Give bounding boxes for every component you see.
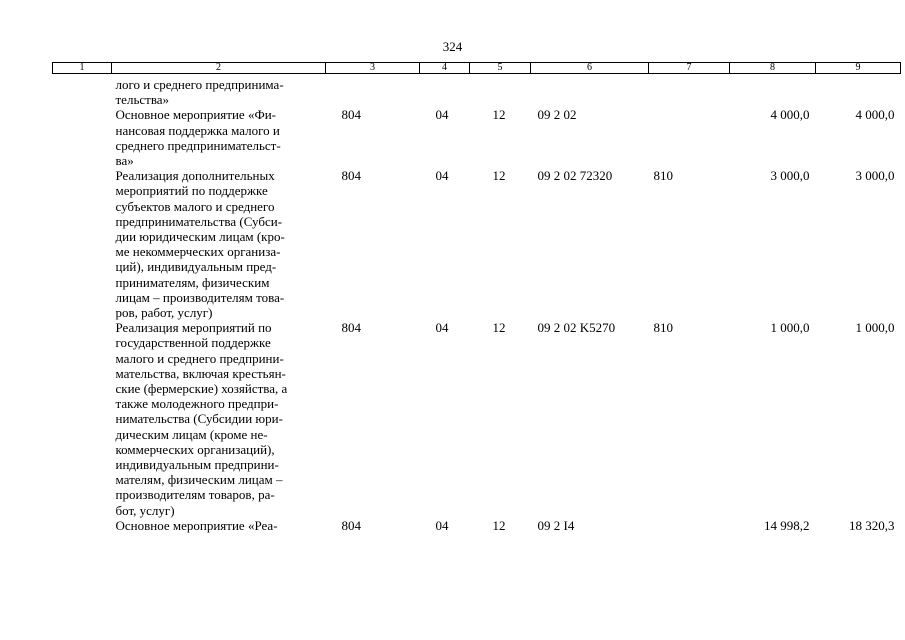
table-row — [53, 107, 901, 168]
text-line: Реализация мероприятий по — [115, 320, 272, 336]
subsection-code-cell: 12 — [492, 107, 506, 123]
department-code-cell: 804 — [341, 107, 361, 123]
amount-year1-cell: 14 998,2 — [764, 517, 810, 533]
text-line: также молодежного предпри- — [115, 396, 279, 412]
table-row — [53, 320, 901, 518]
item-name-cell — [112, 107, 326, 168]
text-line: бот, услуг) — [115, 502, 175, 518]
header-cell-5: 5 — [470, 63, 531, 74]
text-line: тельства» — [115, 92, 170, 108]
text-line: ме некоммерческих организа- — [115, 244, 281, 260]
text-line: индивидуальным предприни- — [115, 457, 279, 473]
expense-type-cell: 810 — [653, 168, 673, 184]
expense-type-cell — [649, 518, 730, 533]
department-code-cell: 804 — [341, 320, 361, 336]
amount-year2-cell: 4 000,0 — [855, 107, 895, 123]
text-line: дическим лицам (кроме не- — [115, 426, 268, 442]
expense-type-cell: 810 — [653, 320, 673, 336]
item-name-cell — [112, 168, 326, 320]
text-line: мателям, физическим лицам – — [115, 472, 283, 488]
text-line: ва» — [115, 153, 134, 169]
continuation-text — [112, 74, 326, 108]
col1-cell — [53, 320, 112, 518]
text-line: нансовая поддержка малого и — [115, 122, 280, 138]
amount-year1-cell: 1 000,0 — [770, 320, 810, 336]
budget-table — [52, 62, 901, 533]
subsection-code-cell: 12 — [492, 168, 506, 184]
text-line: Реализация дополнительных — [115, 168, 275, 184]
target-article-cell: 09 2 I4 — [537, 517, 575, 533]
target-article-cell: 09 2 02 72320 — [537, 168, 613, 184]
text-line: производителям товаров, ра- — [115, 487, 275, 503]
section-code-cell: 04 — [435, 168, 449, 184]
item-name-cell — [112, 518, 326, 533]
header-cell-9: 9 — [816, 63, 901, 74]
text-line: мероприятий по поддержке — [115, 183, 268, 199]
col1-cell — [53, 168, 112, 320]
table-row — [53, 518, 901, 533]
amount-year2-cell: 1 000,0 — [855, 320, 895, 336]
text-line: коммерческих организаций), — [115, 441, 275, 457]
header-cell-2: 2 — [112, 63, 326, 74]
text-line: государственной поддержке — [115, 335, 271, 351]
subsection-code-cell: 12 — [492, 320, 506, 336]
header-cell-1: 1 — [53, 63, 112, 74]
department-code-cell: 804 — [341, 517, 361, 533]
col1-cell — [53, 518, 112, 533]
continuation-row — [53, 74, 901, 108]
header-cell-8: 8 — [730, 63, 816, 74]
amount-year2-cell: 18 320,3 — [849, 517, 895, 533]
section-code-cell: 04 — [435, 107, 449, 123]
department-code-cell: 804 — [341, 168, 361, 184]
section-code-cell: 04 — [435, 517, 449, 533]
text-line: Основное мероприятие «Реа- — [115, 517, 278, 533]
text-line: Основное мероприятие «Фи- — [115, 107, 276, 123]
col1-cell — [53, 107, 112, 168]
item-name-cell — [112, 320, 326, 518]
expense-type-cell — [649, 107, 730, 168]
text-line: лицам – производителям това- — [115, 289, 285, 305]
text-line: принимателям, физическим — [115, 274, 270, 290]
section-code-cell: 04 — [435, 320, 449, 336]
text-line: предпринимательства (Субси- — [115, 213, 283, 229]
amount-year1-cell: 4 000,0 — [770, 107, 810, 123]
target-article-cell: 09 2 02 — [537, 107, 577, 123]
header-cell-6: 6 — [531, 63, 649, 74]
column-number-header — [53, 63, 901, 74]
text-line: ров, работ, услуг) — [115, 305, 213, 321]
amount-year2-cell: 3 000,0 — [855, 168, 895, 184]
table-row — [53, 168, 901, 320]
text-line: ций), индивидуальным пред- — [115, 259, 277, 275]
target-article-cell: 09 2 02 K5270 — [537, 320, 616, 336]
text-line: лого и среднего предпринима- — [115, 77, 284, 92]
text-line: среднего предпринимательст- — [115, 137, 281, 153]
text-line: нимательства (Субсидии юри- — [115, 411, 283, 427]
subsection-code-cell: 12 — [492, 517, 506, 533]
header-cell-4: 4 — [420, 63, 470, 74]
text-line: субъектов малого и среднего — [115, 198, 275, 214]
text-line: ские (фермерские) хозяйства, а — [115, 381, 288, 397]
amount-year1-cell: 3 000,0 — [770, 168, 810, 184]
page-number: 324 — [442, 39, 463, 54]
header-cell-3: 3 — [326, 63, 420, 74]
header-cell-7: 7 — [649, 63, 730, 74]
text-line: малого и среднего предприни- — [115, 350, 284, 366]
text-line: мательства, включая крестьян- — [115, 365, 286, 381]
text-line: дии юридическим лицам (кро- — [115, 229, 285, 245]
